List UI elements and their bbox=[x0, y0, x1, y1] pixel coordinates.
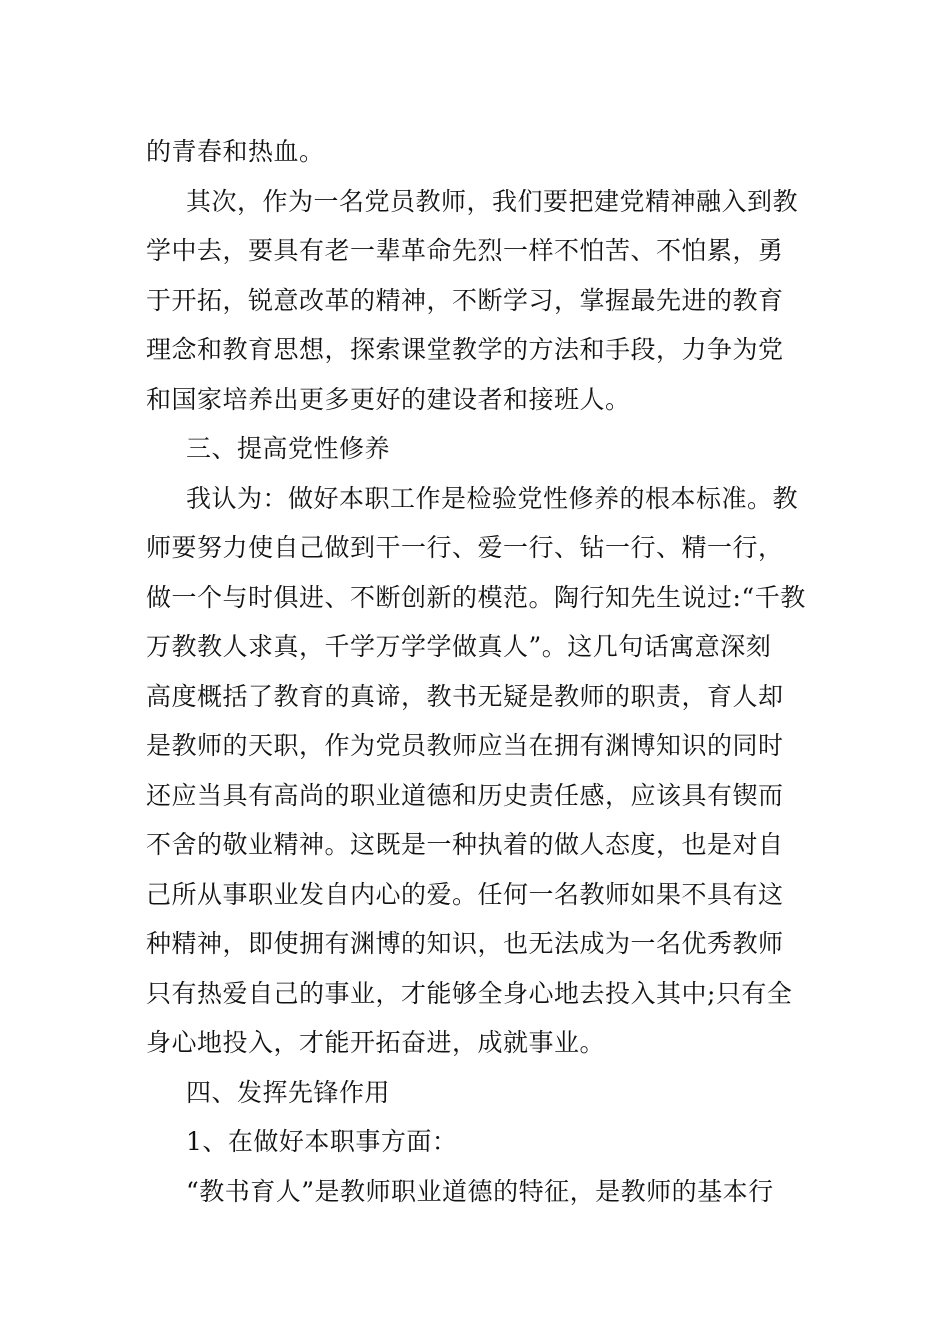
text-line: 理念和教育思想，探索课堂教学的方法和手段，力争为党 bbox=[146, 335, 784, 364]
text-line: 学中去，要具有老一辈革命先烈一样不怕苦、不怕累，勇 bbox=[146, 236, 784, 265]
text-line: 高度概括了教育的真谛，教书无疑是教师的职责，育人却 bbox=[146, 681, 784, 711]
text-line: 己所从事职业发自内心的爱。任何一名教师如果不具有这 bbox=[146, 879, 784, 909]
text-line: 其次，作为一名党员教师，我们要把建党精神融入到教 bbox=[186, 186, 799, 216]
text-line: 做一个与时俱进、不断创新的模范。陶行知先生说过:“千教 bbox=[146, 582, 806, 612]
text-line: 种精神，即使拥有渊博的知识，也无法成为一名优秀教师 bbox=[146, 929, 784, 958]
text-line: “教书育人”是教师职业道德的特征，是教师的基本行 bbox=[186, 1176, 774, 1206]
document-body bbox=[146, 127, 810, 1216]
text-line: 是教师的天职，作为党员教师应当在拥有渊博知识的同时 bbox=[146, 731, 784, 760]
text-line: 于开拓，锐意改革的精神，不断学习，掌握最先进的教育 bbox=[146, 285, 784, 315]
section-heading: 三、提高党性修养 bbox=[186, 434, 391, 463]
subsection-heading: 1、在做好本职事方面： bbox=[186, 1127, 458, 1156]
text-line: 还应当具有高尚的职业道德和历史责任感，应该具有锲而 bbox=[146, 780, 784, 810]
text-line: 师要努力使自己做到干一行、爱一行、钻一行、精一行， bbox=[146, 533, 784, 562]
text-line: 万教教人求真，千学万学学做真人”。这几句话寓意深刻 bbox=[146, 632, 772, 661]
text-line: 我认为：做好本职工作是检验党性修养的根本标准。教 bbox=[186, 483, 799, 513]
text-line: 和国家培养出更多更好的建设者和接班人。 bbox=[146, 384, 631, 414]
section-heading: 四、发挥先锋作用 bbox=[186, 1077, 391, 1107]
text-line: 身心地投入，才能开拓奋进，成就事业。 bbox=[146, 1028, 606, 1057]
text-line: 只有热爱自己的事业，才能够全身心地去投入其中;只有全 bbox=[146, 978, 793, 1008]
text-line: 不舍的敬业精神。这既是一种执着的做人态度，也是对自 bbox=[146, 830, 784, 859]
text-line: 的青春和热血。 bbox=[146, 137, 325, 166]
